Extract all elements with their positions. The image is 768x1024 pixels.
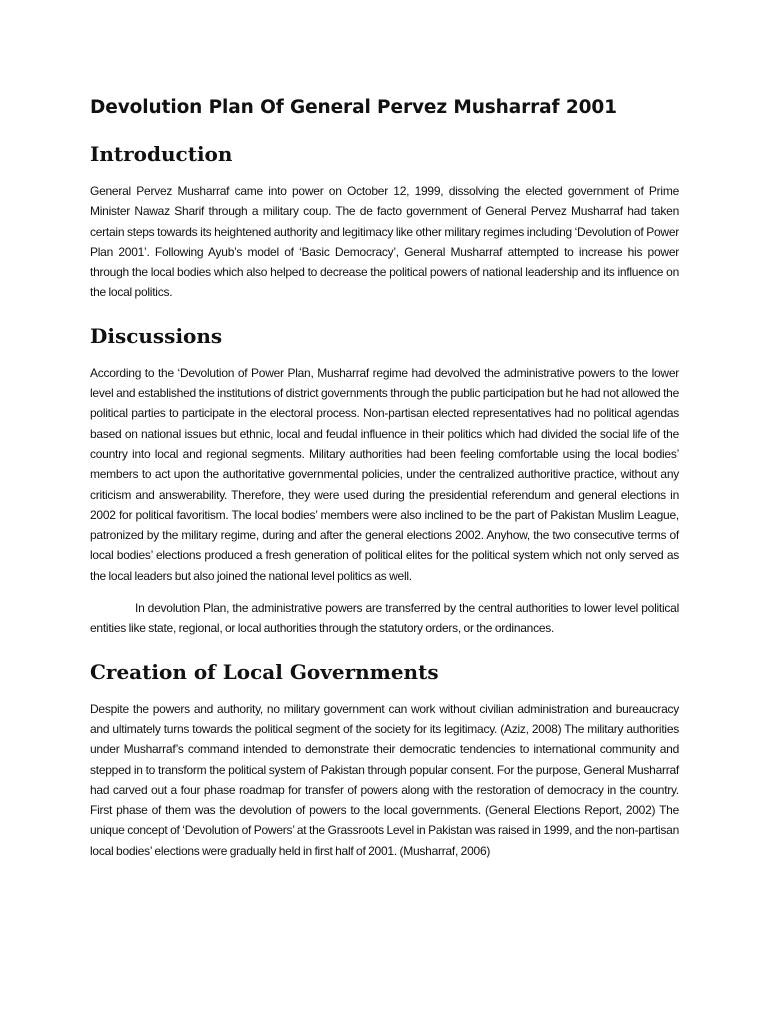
discussions-paragraph-2: In devolution Plan, the administrative powers are transferred by the central authorities to lower level political entities like state, regional, or local authorities through the statutory orders, or the ordinances. bbox=[90, 601, 679, 636]
discussions-heading: Discussions bbox=[90, 323, 223, 348]
discussions-paragraph-1: According to the ‘Devolution of Power Plan, Musharraf regime had devolved the administrative powers to the lower level and established the institutions of district governments through the public participation but he had not allowed the political parties to participate in the electoral process. Non-partisan elected representatives had no political agendas based on national issues but ethnic, local and feudal influence in their politics which had divided the social life of the country into local and regional segments. Military authorities had been feeling comfortable using the local bodies’ members to act upon the authoritative governmental policies, under the centralized authoritive practice, without any criticism and answerability. Therefore, they were used during the presidential referendum and general elections in 2002 for political favoritism. The local bodies’ members were also inclined to be the part of Pakistan Muslim League, patronized by the military regime, during and after the general elections 2002. Anyhow, the two consecutive terms of local bodies’ elections produced a fresh generation of political elites for the political system which not only served as the local leaders but also joined the national level politics as well. bbox=[90, 365, 679, 583]
document-title: Devolution Plan Of General Pervez Musharraf 2001 bbox=[90, 97, 617, 118]
document-page bbox=[90, 95, 679, 861]
creation-heading: Creation of Local Governments bbox=[90, 659, 439, 684]
introduction-heading: Introduction bbox=[90, 142, 233, 166]
creation-paragraph: Despite the powers and authority, no military government can work without civilian administration and bureaucracy and ultimately turns towards the political segment of the society for its legitimacy. (Aziz, 2008) The military authorities under Musharraf’s command intended to demonstrate their democratic tendencies to international community and stepped in to transform the political system of Pakistan through popular consent. For the purpose, General Musharraf had carved out a four phase roadmap for transfer of powers along with the restoration of democracy in the country. First phase of them was the devolution of powers to the local governments. (General Elections Report, 2002) The unique concept of ‘Devolution of Powers’ at the Grassroots Level in Pakistan was raised in 1999, and the non-partisan local bodies’ elections were gradually held in first half of 2001. (Musharraf, 2006) bbox=[90, 701, 679, 858]
introduction-paragraph: General Pervez Musharraf came into power on October 12, 1999, dissolving the elected government of Prime Minister Nawaz Sharif through a military coup. The de facto government of General Pervez Musharraf had taken certain steps towards its heightened authority and legitimacy like other military regimes including ‘Devolution of Power Plan 2001’. Following Ayub’s model of ‘Basic Democracy’, General Musharraf attempted to increase his power through the local bodies which also helped to decrease the political powers of national leadership and its influence on the local politics. bbox=[90, 184, 679, 300]
